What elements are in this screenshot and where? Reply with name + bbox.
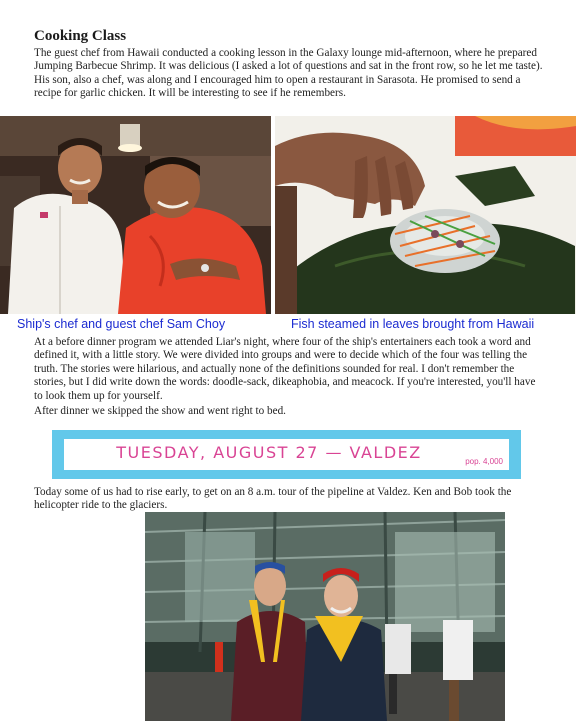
after-dinner-paragraph: After dinner we skipped the show and went right to bed. <box>34 405 286 417</box>
valdez-paragraph: Today some of us had to rise early, to get on an 8 a.m. tour of the pipeline at Valdez. Ken and Bob took the helicopter ride to the glaciers. <box>34 486 512 512</box>
section-heading: Cooking Class <box>34 28 127 44</box>
cooking-paragraph: The guest chef from Hawaii conducted a cooking lesson in the Galaxy lounge mid-afternoon, where he prepared Jumping Barbecue Shrimp. It was delicious (I asked a lot of questions and sat in the front row, so he let me taste). His son, also a chef, was along and I encouraged him to open a restaurant in Sarasota. He promised to send a recipe for garlic chicken. It will be interesting to see if he remembers. <box>34 47 543 100</box>
day-banner-title: TUESDAY, AUGUST 27 — VALDEZ <box>116 443 422 462</box>
fish-photo-caption: Fish steamed in leaves brought from Hawaii <box>291 317 535 331</box>
liars-night-paragraph: At a before dinner program we attended Liar's night, where four of the ship's entertainers each took a word and defined it, with a little story. We were divided into groups and were to decide which of the four was telling the truth. The stories were hilarious, and actually none of the definitions sounded for real. I don't remember the stories, but I did write down the words: doodle-sack, dikeaphobia, and meacock. If you're interested, you'll have to look them up for yourself. <box>34 336 536 402</box>
chefs-photo <box>0 116 271 314</box>
day-banner-inner <box>64 439 509 470</box>
hangar-photo <box>145 512 505 721</box>
chefs-photo-caption: Ship's chef and guest chef Sam Choy <box>17 317 226 331</box>
fish-dish-photo <box>275 116 576 314</box>
day-banner <box>52 430 521 479</box>
population-label: pop. 4,000 <box>465 457 503 466</box>
